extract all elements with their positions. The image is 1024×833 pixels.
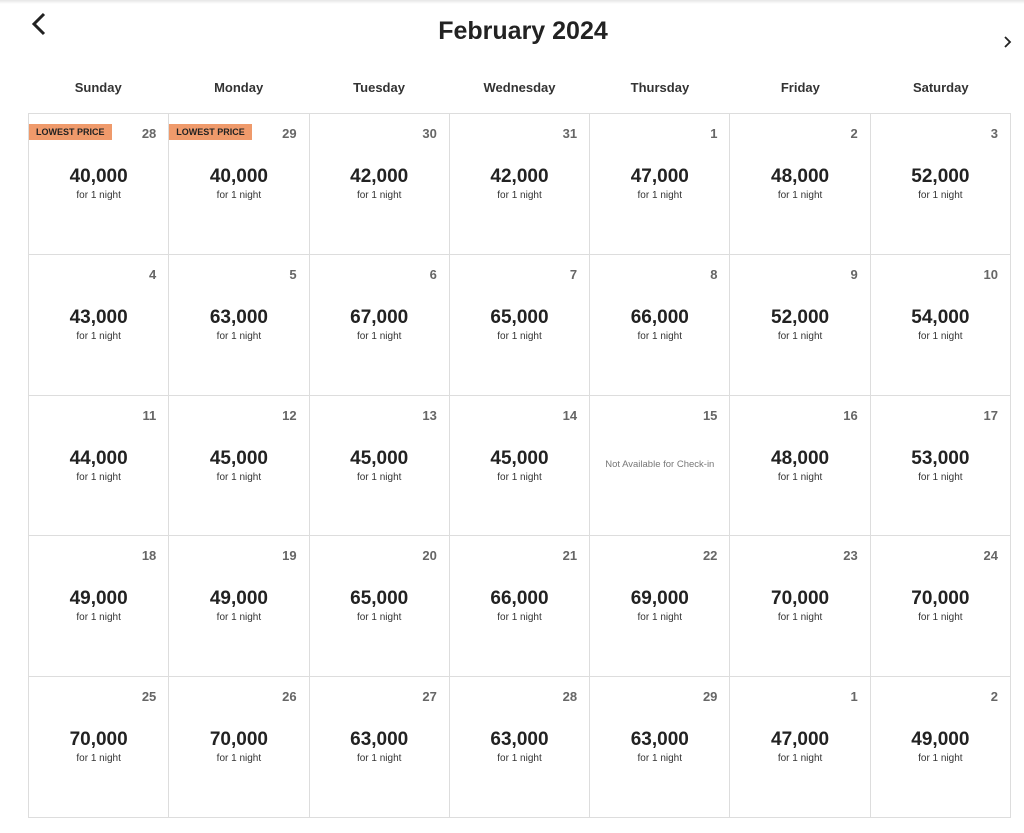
calendar-day-cell[interactable]	[730, 396, 870, 537]
month-title: February 2024	[438, 17, 608, 45]
weekday-saturday: Saturday	[912, 80, 969, 95]
calendar-day-cell[interactable]	[871, 255, 1011, 396]
calendar-day-cell[interactable]	[450, 396, 590, 537]
day-number: 2	[850, 126, 858, 141]
calendar-day-cell[interactable]	[450, 255, 590, 396]
day-number: 17	[983, 407, 998, 423]
nightly-price: 70,000	[771, 588, 830, 610]
day-number: 14	[562, 407, 578, 423]
price-note: for 1 night	[76, 190, 121, 201]
nightly-price: 63,000	[490, 729, 549, 751]
price-note: for 1 night	[777, 753, 823, 765]
calendar-day-cell[interactable]	[730, 114, 870, 255]
day-number: 27	[422, 689, 437, 705]
price-note: for 1 night	[777, 330, 823, 342]
calendar-day-cell[interactable]	[29, 396, 169, 537]
nightly-price: 66,000	[490, 588, 549, 610]
next-month-button[interactable]	[1000, 34, 1014, 50]
price-note: for 1 night	[918, 330, 963, 342]
calendar-day-cell[interactable]	[450, 536, 590, 677]
day-number: 13	[422, 407, 437, 423]
nightly-price: 53,000	[911, 447, 970, 469]
nightly-price: 70,000	[911, 588, 970, 610]
chevron-right-icon	[1000, 34, 1014, 50]
day-number: 3	[990, 126, 998, 141]
calendar-day-cell[interactable]	[29, 255, 169, 396]
nightly-price: 65,000	[350, 588, 409, 610]
price-note: for 1 night	[356, 753, 402, 765]
calendar-day-cell[interactable]	[450, 114, 590, 255]
weekday-thursday: Thursday	[630, 80, 690, 95]
calendar-day-cell[interactable]	[310, 114, 450, 255]
price-note: for 1 night	[918, 471, 963, 483]
price-note: for 1 night	[637, 753, 683, 765]
price-note: for 1 night	[637, 190, 683, 201]
price-note: for 1 night	[76, 753, 121, 765]
day-number: 5	[289, 266, 297, 282]
day-number: 2	[990, 689, 998, 705]
nightly-price: 48,000	[771, 447, 830, 469]
price-note: for 1 night	[497, 330, 542, 342]
day-number: 24	[983, 548, 998, 564]
nightly-price: 63,000	[209, 306, 268, 328]
weekday-friday: Friday	[780, 80, 820, 95]
price-note: for 1 night	[216, 330, 262, 342]
day-number: 28	[141, 126, 157, 141]
day-number: 6	[429, 266, 437, 282]
lowest-price-badge: LOWEST PRICE	[29, 124, 112, 140]
price-note: for 1 night	[216, 753, 262, 765]
price-note: for 1 night	[777, 612, 823, 624]
nightly-price: 47,000	[630, 166, 689, 187]
day-number: 7	[569, 266, 578, 282]
nightly-price: 40,000	[209, 166, 268, 187]
price-note: for 1 night	[637, 330, 683, 342]
nightly-price: 42,000	[490, 166, 549, 187]
price-note: for 1 night	[76, 612, 121, 624]
day-number: 25	[141, 689, 157, 705]
day-number: 15	[702, 407, 718, 423]
calendar-day-cell[interactable]	[169, 114, 309, 255]
price-note: for 1 night	[356, 190, 402, 201]
price-note: for 1 night	[76, 471, 121, 483]
calendar-day-cell[interactable]	[590, 677, 730, 818]
day-number: 29	[282, 126, 297, 141]
calendar-day-cell[interactable]	[730, 677, 870, 818]
calendar-day-cell[interactable]	[310, 536, 450, 677]
calendar-day-cell[interactable]	[590, 114, 730, 255]
nightly-price: 70,000	[209, 729, 268, 751]
calendar-day-cell[interactable]	[871, 677, 1011, 818]
calendar-day-cell[interactable]	[310, 396, 450, 537]
nightly-price: 49,000	[911, 729, 970, 751]
nightly-price: 70,000	[69, 729, 128, 751]
calendar-day-cell[interactable]	[310, 677, 450, 818]
unavailable-text: Not Available for Check-in	[605, 458, 715, 470]
calendar-day-cell[interactable]	[590, 255, 730, 396]
calendar-day-cell[interactable]	[590, 536, 730, 677]
price-note: for 1 night	[497, 612, 542, 624]
day-number: 12	[282, 407, 297, 423]
price-note: for 1 night	[76, 330, 121, 342]
calendar-day-cell[interactable]	[29, 677, 169, 818]
nightly-price: 40,000	[69, 166, 128, 187]
nightly-price: 65,000	[490, 306, 549, 328]
day-number: 31	[562, 126, 578, 141]
price-note: for 1 night	[497, 471, 542, 483]
day-number: 23	[843, 548, 858, 564]
nightly-price: 49,000	[69, 588, 128, 610]
nightly-price: 42,000	[350, 166, 409, 187]
calendar-grid	[28, 113, 1011, 818]
weekday-wednesday: Wednesday	[483, 80, 556, 95]
price-note: for 1 night	[356, 330, 402, 342]
day-number: 26	[282, 689, 297, 705]
calendar-day-cell[interactable]	[169, 677, 309, 818]
price-note: for 1 night	[216, 190, 262, 201]
nightly-price: 63,000	[630, 729, 689, 751]
price-note: for 1 night	[918, 612, 963, 624]
nightly-price: 52,000	[911, 166, 970, 187]
lowest-price-badge: LOWEST PRICE	[169, 124, 252, 140]
nightly-price: 44,000	[69, 447, 128, 469]
calendar-day-cell[interactable]	[730, 536, 870, 677]
calendar-day-cell[interactable]	[310, 255, 450, 396]
day-number: 19	[282, 548, 297, 564]
calendar-day-cell[interactable]	[871, 396, 1011, 537]
price-note: for 1 night	[356, 471, 402, 483]
weekday-sunday: Sunday	[74, 80, 122, 95]
price-note: for 1 night	[637, 612, 683, 624]
price-note: for 1 night	[216, 471, 262, 483]
calendar-day-cell[interactable]	[169, 536, 309, 677]
day-number: 1	[710, 126, 718, 141]
day-number: 18	[141, 548, 157, 564]
price-note: for 1 night	[777, 471, 823, 483]
nightly-price: 45,000	[490, 447, 549, 469]
weekday-monday: Monday	[214, 80, 264, 95]
weekday-tuesday: Tuesday	[353, 80, 405, 95]
day-number: 20	[422, 548, 437, 564]
nightly-price: 45,000	[350, 447, 409, 469]
day-number: 4	[149, 266, 157, 282]
top-shadow	[0, 0, 1024, 4]
weekday-header	[28, 80, 1011, 95]
day-number: 11	[142, 407, 157, 423]
nightly-price: 49,000	[209, 588, 268, 610]
price-note: for 1 night	[918, 753, 963, 765]
day-number: 22	[702, 548, 718, 564]
day-number: 29	[702, 689, 718, 705]
calendar-day-cell[interactable]	[169, 255, 309, 396]
calendar-day-cell[interactable]	[871, 114, 1011, 255]
price-note: for 1 night	[918, 190, 963, 201]
day-number: 9	[850, 266, 858, 282]
calendar-day-cell[interactable]	[450, 677, 590, 818]
day-number: 28	[562, 689, 578, 705]
price-note: for 1 night	[216, 612, 262, 624]
nightly-price: 52,000	[771, 306, 830, 328]
nightly-price: 67,000	[350, 306, 409, 328]
day-number: 10	[983, 266, 998, 282]
price-note: for 1 night	[777, 190, 823, 201]
nightly-price: 48,000	[771, 166, 830, 187]
price-note: for 1 night	[497, 190, 542, 201]
day-number: 21	[562, 548, 578, 564]
day-number: 30	[422, 126, 437, 141]
price-note: for 1 night	[356, 612, 402, 624]
price-note: for 1 night	[497, 753, 542, 765]
calendar-day-cell[interactable]	[29, 536, 169, 677]
calendar-day-cell[interactable]	[730, 255, 870, 396]
nightly-price: 69,000	[630, 588, 689, 610]
nightly-price: 43,000	[69, 306, 128, 328]
nightly-price: 45,000	[209, 447, 268, 469]
nightly-price: 63,000	[350, 729, 409, 751]
nightly-price: 47,000	[771, 729, 830, 751]
calendar-day-cell[interactable]	[871, 536, 1011, 677]
day-number: 16	[843, 407, 858, 423]
calendar-day-cell[interactable]	[169, 396, 309, 537]
nightly-price: 66,000	[630, 306, 689, 328]
nightly-price: 54,000	[911, 306, 970, 328]
calendar-day-cell[interactable]	[29, 114, 169, 255]
day-number: 1	[850, 689, 858, 705]
day-number: 8	[710, 266, 718, 282]
calendar-day-cell	[590, 396, 730, 537]
